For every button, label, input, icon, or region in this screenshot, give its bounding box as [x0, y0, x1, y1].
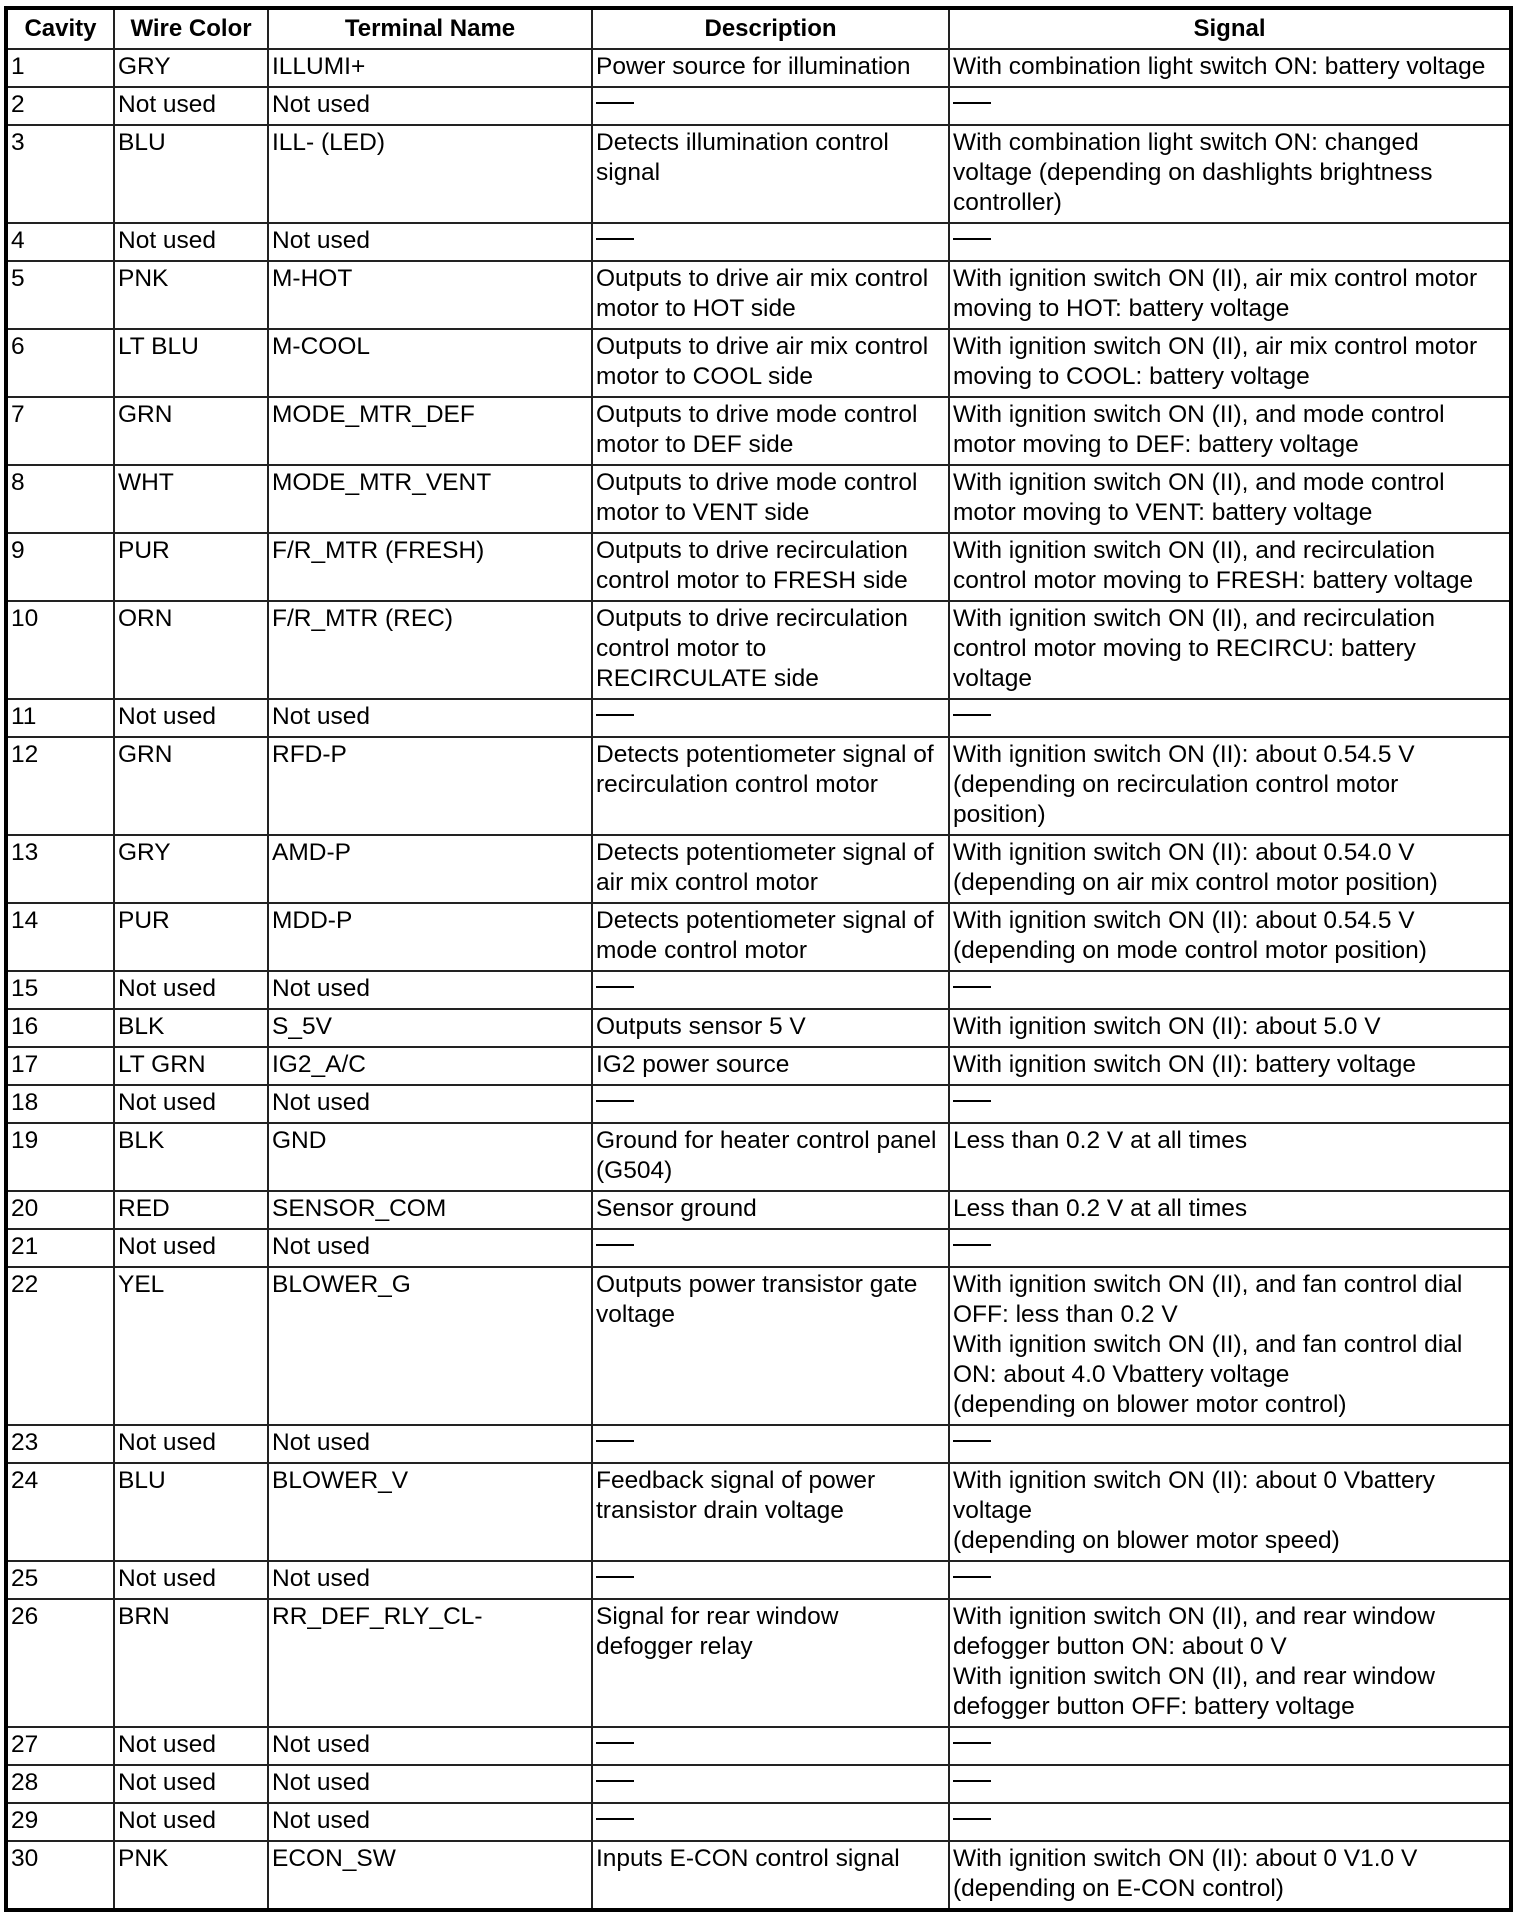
- table-row: [6, 533, 1511, 601]
- table-row: [6, 1425, 1511, 1463]
- signal-cell: With ignition switch ON (II): about 0.54.0 V (depending on air mix control motor position): [949, 835, 1511, 903]
- empty-dash: [596, 1244, 634, 1246]
- signal-cell: Less than 0.2 V at all times: [949, 1191, 1511, 1229]
- terminal-name-cell: MODE_MTR_DEF: [268, 397, 592, 465]
- signal-cell: With ignition switch ON (II): about 0.54.5 V (depending on recirculation control motor position): [949, 737, 1511, 835]
- cavity-cell: 11: [6, 699, 114, 737]
- cavity-cell: 16: [6, 1009, 114, 1047]
- wire-color-cell: LT BLU: [114, 329, 268, 397]
- table-row: [6, 1599, 1511, 1727]
- terminal-name-cell: AMD-P: [268, 835, 592, 903]
- empty-dash: [953, 1576, 991, 1578]
- pinout-table-body: [6, 49, 1511, 1910]
- wire-color-cell: BLU: [114, 125, 268, 223]
- description-cell: Ground for heater control panel (G504): [592, 1123, 949, 1191]
- empty-dash: [953, 1440, 991, 1442]
- description-cell: [592, 1561, 949, 1599]
- cavity-cell: 2: [6, 87, 114, 125]
- description-cell: [592, 971, 949, 1009]
- cavity-cell: 24: [6, 1463, 114, 1561]
- wire-color-cell: Not used: [114, 1561, 268, 1599]
- cavity-cell: 10: [6, 601, 114, 699]
- wire-color-cell: GRN: [114, 737, 268, 835]
- wire-color-cell: Not used: [114, 87, 268, 125]
- description-cell: [592, 1085, 949, 1123]
- cavity-cell: 3: [6, 125, 114, 223]
- description-cell: [592, 223, 949, 261]
- cavity-cell: 22: [6, 1267, 114, 1425]
- wire-color-cell: YEL: [114, 1267, 268, 1425]
- signal-cell: With ignition switch ON (II), air mix control motor moving to HOT: battery voltage: [949, 261, 1511, 329]
- signal-cell: With ignition switch ON (II), air mix control motor moving to COOL: battery voltage: [949, 329, 1511, 397]
- table-row: [6, 125, 1511, 223]
- empty-dash: [953, 102, 991, 104]
- wire-color-cell: PNK: [114, 1841, 268, 1910]
- table-row: [6, 1047, 1511, 1085]
- signal-cell: [949, 971, 1511, 1009]
- terminal-name-cell: ECON_SW: [268, 1841, 592, 1910]
- table-row: [6, 1191, 1511, 1229]
- terminal-name-cell: Not used: [268, 699, 592, 737]
- wire-color-cell: GRY: [114, 835, 268, 903]
- terminal-name-cell: BLOWER_G: [268, 1267, 592, 1425]
- table-row: [6, 1267, 1511, 1425]
- empty-dash: [596, 1440, 634, 1442]
- table-row: [6, 1727, 1511, 1765]
- terminal-name-cell: GND: [268, 1123, 592, 1191]
- description-cell: Outputs to drive air mix control motor to COOL side: [592, 329, 949, 397]
- signal-cell: [949, 1803, 1511, 1841]
- terminal-name-cell: F/R_MTR (REC): [268, 601, 592, 699]
- signal-cell: With combination light switch ON: changed voltage (depending on dashlights brightness controller): [949, 125, 1511, 223]
- signal-cell: [949, 223, 1511, 261]
- signal-cell: [949, 1425, 1511, 1463]
- description-cell: IG2 power source: [592, 1047, 949, 1085]
- signal-cell: [949, 1085, 1511, 1123]
- signal-cell: [949, 87, 1511, 125]
- wire-color-cell: ORN: [114, 601, 268, 699]
- empty-dash: [596, 986, 634, 988]
- cavity-cell: 12: [6, 737, 114, 835]
- empty-dash: [953, 1780, 991, 1782]
- column-header-terminal-name: Terminal Name: [268, 8, 592, 49]
- pinout-table: [4, 6, 1513, 1912]
- wire-color-cell: BLK: [114, 1123, 268, 1191]
- cavity-cell: 6: [6, 329, 114, 397]
- empty-dash: [953, 1742, 991, 1744]
- table-row: [6, 1765, 1511, 1803]
- signal-cell: With ignition switch ON (II), and recirculation control motor moving to FRESH: battery voltage: [949, 533, 1511, 601]
- description-cell: Outputs to drive recirculation control motor to RECIRCULATE side: [592, 601, 949, 699]
- wire-color-cell: PUR: [114, 903, 268, 971]
- cavity-cell: 18: [6, 1085, 114, 1123]
- signal-cell: With ignition switch ON (II): battery voltage: [949, 1047, 1511, 1085]
- table-row: [6, 223, 1511, 261]
- cavity-cell: 20: [6, 1191, 114, 1229]
- terminal-name-cell: SENSOR_COM: [268, 1191, 592, 1229]
- column-header-cavity: Cavity: [6, 8, 114, 49]
- signal-cell: With ignition switch ON (II): about 0 Vbattery voltage (depending on blower motor speed): [949, 1463, 1511, 1561]
- description-cell: Inputs E-CON control signal: [592, 1841, 949, 1910]
- wire-color-cell: Not used: [114, 1803, 268, 1841]
- signal-cell: With combination light switch ON: battery voltage: [949, 49, 1511, 87]
- cavity-cell: 5: [6, 261, 114, 329]
- cavity-cell: 13: [6, 835, 114, 903]
- description-cell: Outputs to drive mode control motor to DEF side: [592, 397, 949, 465]
- description-cell: Sensor ground: [592, 1191, 949, 1229]
- signal-cell: With ignition switch ON (II): about 5.0 V: [949, 1009, 1511, 1047]
- terminal-name-cell: M-COOL: [268, 329, 592, 397]
- signal-cell: [949, 1229, 1511, 1267]
- empty-dash: [953, 1244, 991, 1246]
- wire-color-cell: BLK: [114, 1009, 268, 1047]
- description-cell: [592, 87, 949, 125]
- wire-color-cell: Not used: [114, 971, 268, 1009]
- wire-color-cell: Not used: [114, 223, 268, 261]
- description-cell: Outputs to drive mode control motor to VENT side: [592, 465, 949, 533]
- empty-dash: [953, 986, 991, 988]
- description-cell: [592, 1803, 949, 1841]
- description-cell: Detects illumination control signal: [592, 125, 949, 223]
- wire-color-cell: GRY: [114, 49, 268, 87]
- empty-dash: [953, 1100, 991, 1102]
- description-cell: [592, 1425, 949, 1463]
- table-row: [6, 1009, 1511, 1047]
- table-row: [6, 49, 1511, 87]
- description-cell: Outputs sensor 5 V: [592, 1009, 949, 1047]
- cavity-cell: 21: [6, 1229, 114, 1267]
- cavity-cell: 29: [6, 1803, 114, 1841]
- table-row: [6, 1803, 1511, 1841]
- cavity-cell: 19: [6, 1123, 114, 1191]
- terminal-name-cell: ILL- (LED): [268, 125, 592, 223]
- cavity-cell: 17: [6, 1047, 114, 1085]
- cavity-cell: 15: [6, 971, 114, 1009]
- wire-color-cell: LT GRN: [114, 1047, 268, 1085]
- wire-color-cell: Not used: [114, 1085, 268, 1123]
- signal-cell: [949, 1727, 1511, 1765]
- terminal-name-cell: RR_DEF_RLY_CL-: [268, 1599, 592, 1727]
- description-cell: [592, 1229, 949, 1267]
- empty-dash: [596, 1780, 634, 1782]
- description-cell: Feedback signal of power transistor drain voltage: [592, 1463, 949, 1561]
- table-row: [6, 971, 1511, 1009]
- cavity-cell: 30: [6, 1841, 114, 1910]
- signal-cell: With ignition switch ON (II), and mode control motor moving to DEF: battery voltage: [949, 397, 1511, 465]
- empty-dash: [596, 102, 634, 104]
- terminal-name-cell: F/R_MTR (FRESH): [268, 533, 592, 601]
- signal-cell: [949, 1765, 1511, 1803]
- table-row: [6, 87, 1511, 125]
- signal-cell: With ignition switch ON (II): about 0 V1.0 V (depending on E-CON control): [949, 1841, 1511, 1910]
- cavity-cell: 23: [6, 1425, 114, 1463]
- table-row: [6, 1561, 1511, 1599]
- terminal-name-cell: IG2_A/C: [268, 1047, 592, 1085]
- empty-dash: [596, 1818, 634, 1820]
- terminal-name-cell: Not used: [268, 223, 592, 261]
- wire-color-cell: Not used: [114, 1727, 268, 1765]
- header-row: [6, 8, 1511, 49]
- terminal-name-cell: Not used: [268, 1561, 592, 1599]
- empty-dash: [953, 714, 991, 716]
- terminal-name-cell: Not used: [268, 87, 592, 125]
- column-header-description: Description: [592, 8, 949, 49]
- terminal-name-cell: Not used: [268, 1803, 592, 1841]
- wire-color-cell: Not used: [114, 699, 268, 737]
- terminal-name-cell: ILLUMI+: [268, 49, 592, 87]
- cavity-cell: 4: [6, 223, 114, 261]
- column-header-signal: Signal: [949, 8, 1511, 49]
- signal-cell: With ignition switch ON (II): about 0.54.5 V (depending on mode control motor position): [949, 903, 1511, 971]
- terminal-name-cell: Not used: [268, 1229, 592, 1267]
- description-cell: Detects potentiometer signal of mode control motor: [592, 903, 949, 971]
- wire-color-cell: Not used: [114, 1425, 268, 1463]
- empty-dash: [953, 1818, 991, 1820]
- terminal-name-cell: Not used: [268, 1765, 592, 1803]
- wire-color-cell: WHT: [114, 465, 268, 533]
- terminal-name-cell: Not used: [268, 1727, 592, 1765]
- cavity-cell: 8: [6, 465, 114, 533]
- description-cell: Outputs to drive air mix control motor to HOT side: [592, 261, 949, 329]
- wire-color-cell: Not used: [114, 1765, 268, 1803]
- description-cell: Power source for illumination: [592, 49, 949, 87]
- column-header-wire-color: Wire Color: [114, 8, 268, 49]
- terminal-name-cell: RFD-P: [268, 737, 592, 835]
- cavity-cell: 25: [6, 1561, 114, 1599]
- description-cell: [592, 1727, 949, 1765]
- connector-pinout-document: [4, 6, 1509, 1912]
- table-row: [6, 1841, 1511, 1910]
- cavity-cell: 14: [6, 903, 114, 971]
- table-row: [6, 465, 1511, 533]
- table-row: [6, 1085, 1511, 1123]
- terminal-name-cell: MDD-P: [268, 903, 592, 971]
- wire-color-cell: RED: [114, 1191, 268, 1229]
- terminal-name-cell: M-HOT: [268, 261, 592, 329]
- table-row: [6, 1123, 1511, 1191]
- signal-cell: With ignition switch ON (II), and recirculation control motor moving to RECIRCU: battery voltage: [949, 601, 1511, 699]
- signal-cell: [949, 699, 1511, 737]
- description-cell: [592, 1765, 949, 1803]
- description-cell: [592, 699, 949, 737]
- signal-cell: With ignition switch ON (II), and mode control motor moving to VENT: battery voltage: [949, 465, 1511, 533]
- description-cell: Signal for rear window defogger relay: [592, 1599, 949, 1727]
- description-cell: Outputs power transistor gate voltage: [592, 1267, 949, 1425]
- signal-cell: [949, 1561, 1511, 1599]
- table-row: [6, 835, 1511, 903]
- empty-dash: [596, 238, 634, 240]
- cavity-cell: 7: [6, 397, 114, 465]
- table-row: [6, 261, 1511, 329]
- signal-cell: With ignition switch ON (II), and rear window defogger button ON: about 0 V With ignition switch ON (II), and rear window defogger button OFF: battery voltage: [949, 1599, 1511, 1727]
- description-cell: Detects potentiometer signal of air mix control motor: [592, 835, 949, 903]
- terminal-name-cell: Not used: [268, 1425, 592, 1463]
- empty-dash: [953, 238, 991, 240]
- table-row: [6, 1463, 1511, 1561]
- table-row: [6, 601, 1511, 699]
- cavity-cell: 26: [6, 1599, 114, 1727]
- table-row: [6, 329, 1511, 397]
- empty-dash: [596, 1576, 634, 1578]
- empty-dash: [596, 1742, 634, 1744]
- table-row: [6, 903, 1511, 971]
- wire-color-cell: PNK: [114, 261, 268, 329]
- cavity-cell: 9: [6, 533, 114, 601]
- terminal-name-cell: Not used: [268, 1085, 592, 1123]
- wire-color-cell: Not used: [114, 1229, 268, 1267]
- description-cell: Outputs to drive recirculation control motor to FRESH side: [592, 533, 949, 601]
- cavity-cell: 1: [6, 49, 114, 87]
- wire-color-cell: BLU: [114, 1463, 268, 1561]
- signal-cell: Less than 0.2 V at all times: [949, 1123, 1511, 1191]
- terminal-name-cell: MODE_MTR_VENT: [268, 465, 592, 533]
- table-row: [6, 1229, 1511, 1267]
- wire-color-cell: PUR: [114, 533, 268, 601]
- empty-dash: [596, 714, 634, 716]
- table-row: [6, 737, 1511, 835]
- table-row: [6, 699, 1511, 737]
- cavity-cell: 27: [6, 1727, 114, 1765]
- description-cell: Detects potentiometer signal of recirculation control motor: [592, 737, 949, 835]
- wire-color-cell: BRN: [114, 1599, 268, 1727]
- terminal-name-cell: BLOWER_V: [268, 1463, 592, 1561]
- terminal-name-cell: Not used: [268, 971, 592, 1009]
- wire-color-cell: GRN: [114, 397, 268, 465]
- table-row: [6, 397, 1511, 465]
- signal-cell: With ignition switch ON (II), and fan control dial OFF: less than 0.2 V With ignition switch ON (II), and fan control dial ON: about 4.0 Vbattery voltage (depending on blower motor control): [949, 1267, 1511, 1425]
- empty-dash: [596, 1100, 634, 1102]
- terminal-name-cell: S_5V: [268, 1009, 592, 1047]
- cavity-cell: 28: [6, 1765, 114, 1803]
